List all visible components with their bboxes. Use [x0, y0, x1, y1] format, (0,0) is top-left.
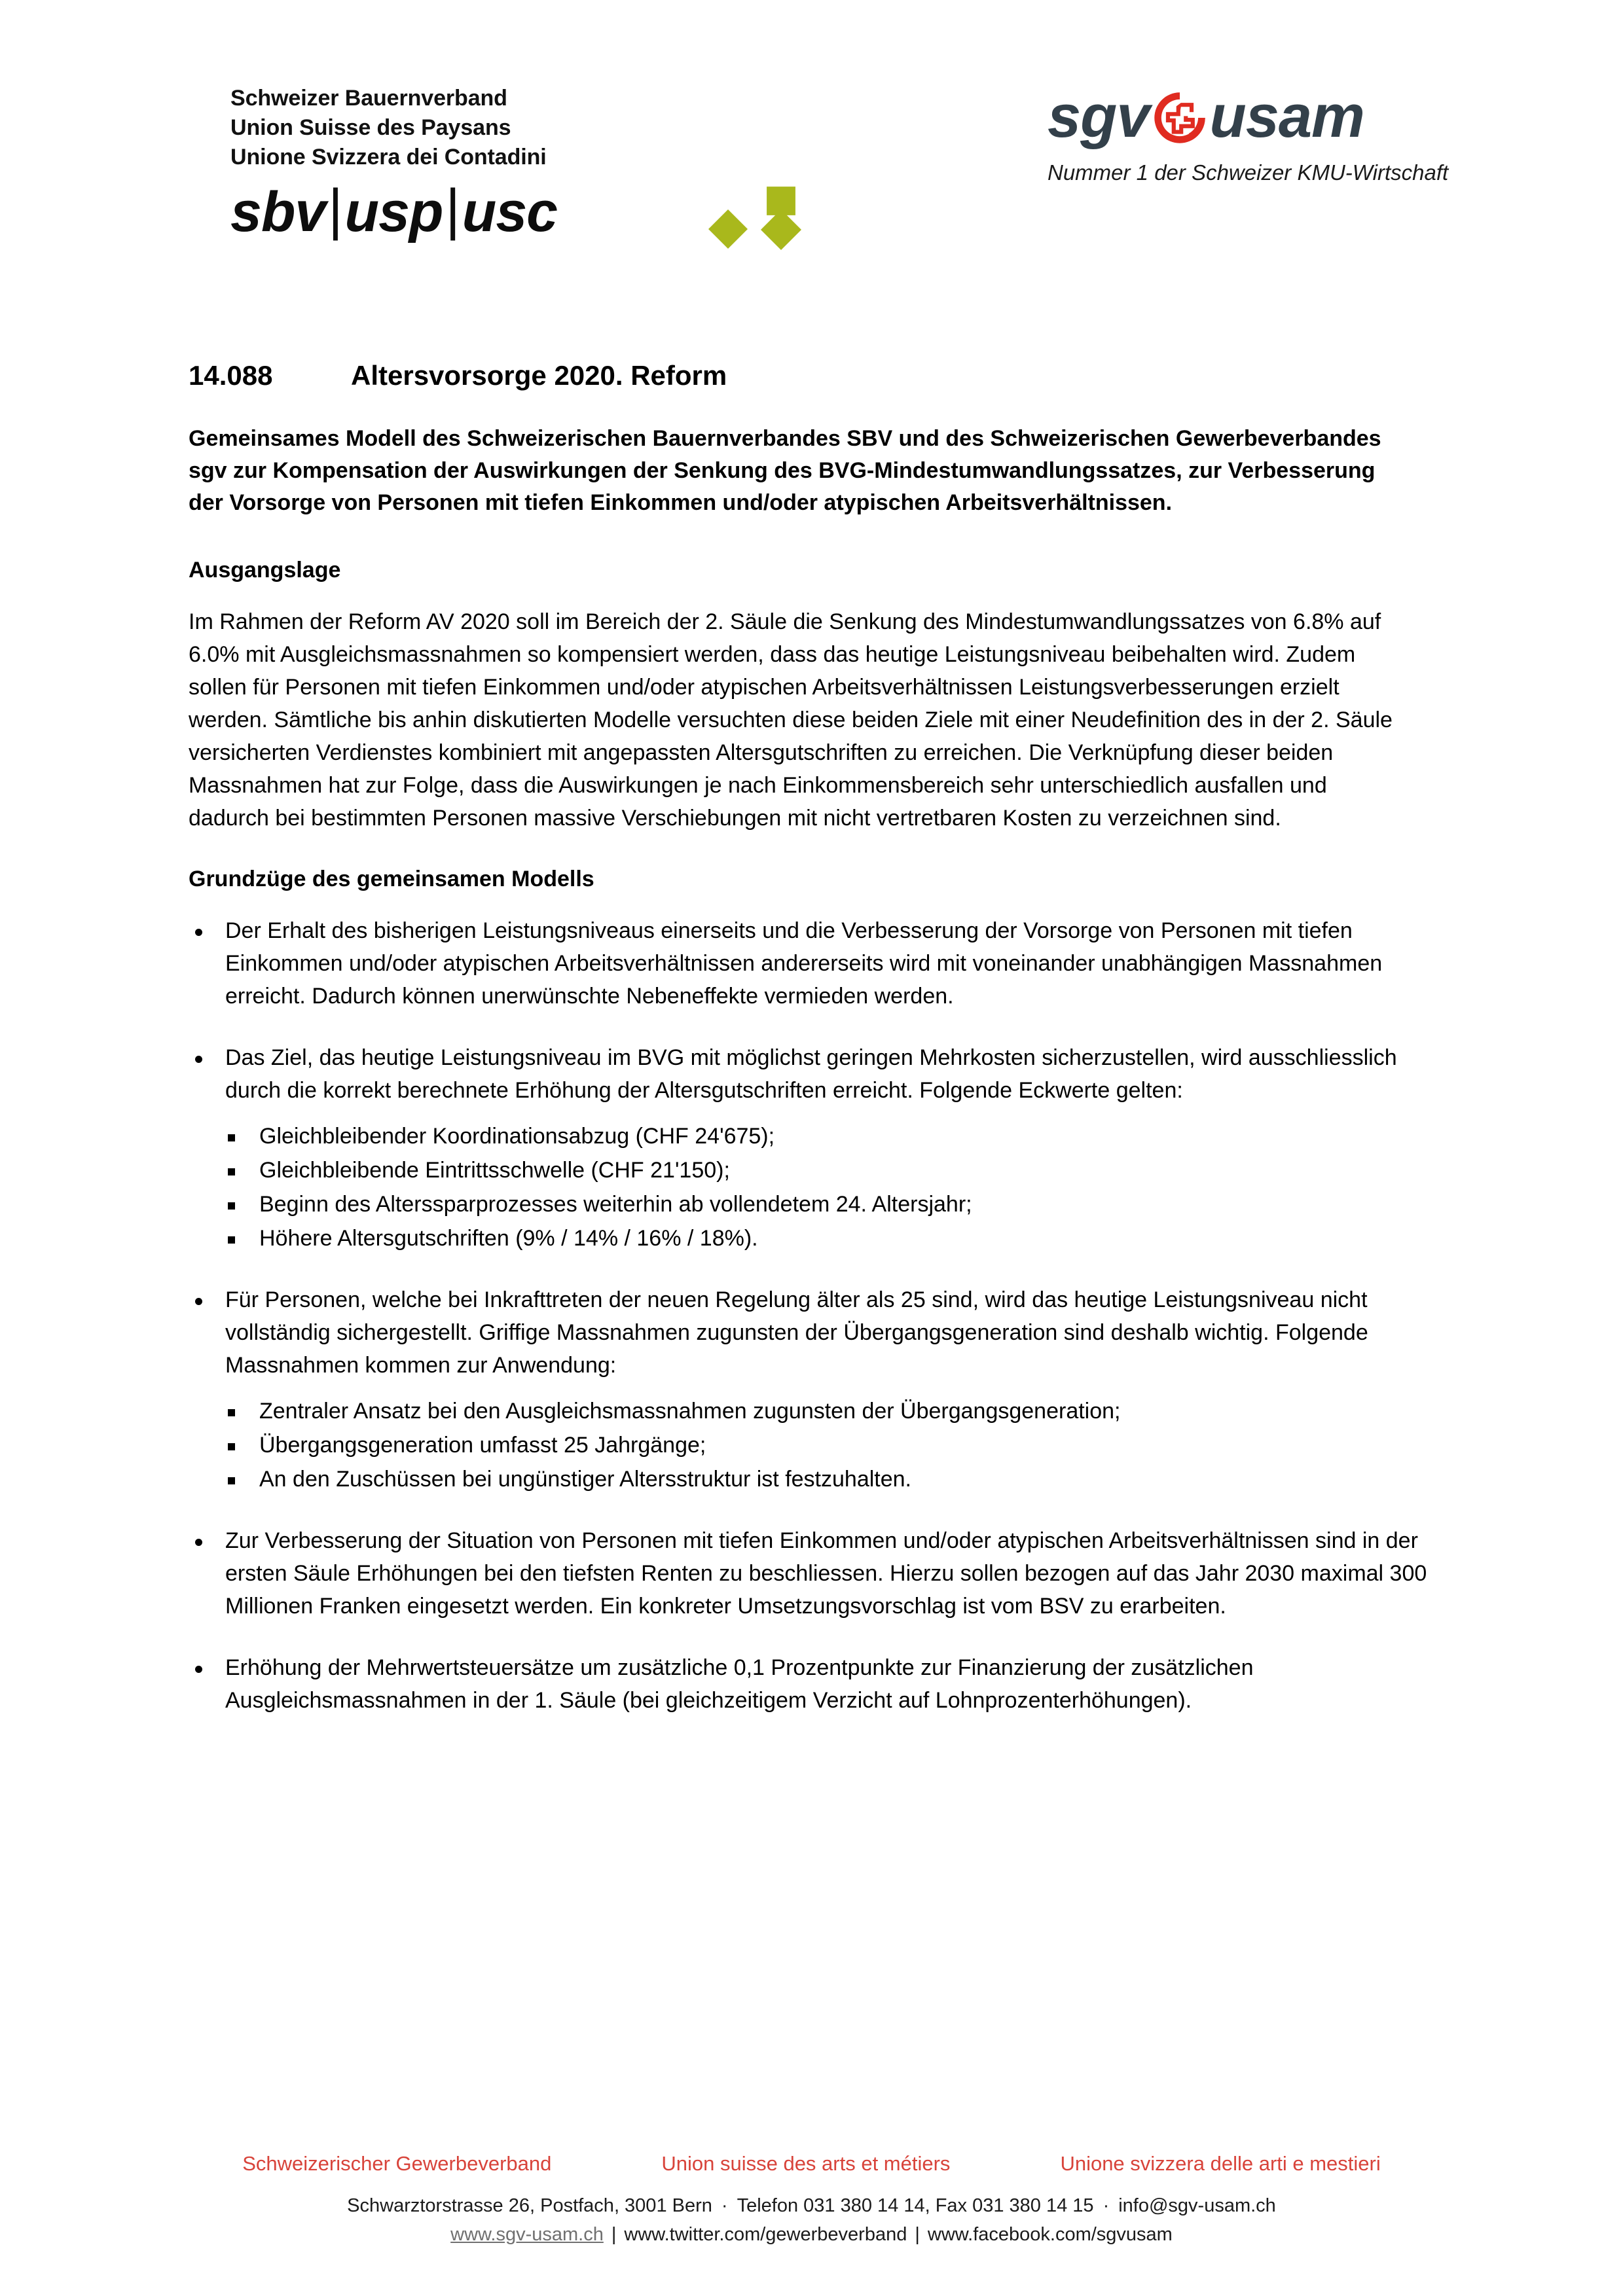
footer-link-separator-2: |: [915, 2224, 920, 2245]
sbv-logo: [230, 84, 597, 242]
footer-address: Schwarztorstrasse 26, Postfach, 3001 Bern: [347, 2195, 712, 2216]
sgv-usam-tagline: Nummer 1 der Schweizer KMU-Wirtschaft: [1048, 160, 1449, 185]
footer-organisation-names: [0, 2151, 1623, 2177]
sub-list-item: [225, 1188, 1432, 1221]
section-heading-ausgangslage: Ausgangslage: [189, 558, 341, 583]
footer-twitter-link[interactable]: www.twitter.com/gewerbeverband: [624, 2224, 907, 2245]
document-content: [189, 359, 1432, 1746]
sbv-wordmark-separator-1: |: [328, 178, 342, 241]
bullet-text: Zur Verbesserung der Situation von Personen mit tiefen Einkommen und/oder atypischen Arbeitsverhältnissen sind in der ersten Säule Erhöhungen bei den tiefsten Renten zu beschliessen. Hierzu sollen bezogen auf das Jahr 2030 maximal 300 Millionen Franken eingesetzt werden. Ein konkreter Umsetzungsvorschlag ist vom BSV zu erarbeiten.: [225, 1528, 1427, 1619]
footer-email[interactable]: info@sgv-usam.ch: [1118, 2195, 1276, 2216]
footer-org-fr: Union suisse des arts et métiers: [661, 2152, 951, 2175]
sbv-diamond-emblem-icon: [701, 178, 825, 250]
sbv-logo-line-de: Schweizer Bauernverband: [230, 86, 507, 111]
list-item: [189, 1041, 1432, 1255]
sbv-wordmark-usc: usc: [462, 181, 557, 243]
sbv-wordmark-usp: usp: [344, 181, 443, 243]
sub-list-item: [225, 1120, 1432, 1153]
sub-bullet-text: Höhere Altersgutschriften (9% / 14% / 16% / 18%).: [259, 1226, 758, 1251]
bullet-text: Der Erhalt des bisherigen Leistungsniveaus einerseits und die Verbesserung der Vorsorge von Personen mit tiefen Einkommen und/oder atypischen Arbeitsverhältnissen andererseits wird mit voneinander unabhängigen Massnahmen erreicht. Dadurch können unerwünschte Nebeneffekte vermieden werden.: [225, 918, 1383, 1009]
sub-bullet-text: Übergangsgeneration umfasst 25 Jahrgänge;: [259, 1433, 706, 1458]
diamond-left-icon: [708, 209, 748, 249]
list-item: [189, 1283, 1432, 1496]
sbv-wordmark-sbv: sbv: [230, 181, 326, 243]
section-heading-grundzuege: Grundzüge des gemeinsamen Modells: [189, 867, 594, 891]
page-header: [0, 0, 1623, 281]
footer-website-link[interactable]: www.sgv-usam.ch: [450, 2224, 604, 2245]
sub-bullet-text: Gleichbleibender Koordinationsabzug (CHF 24'675);: [259, 1124, 775, 1149]
sbv-wordmark: [230, 178, 597, 243]
grundzuege-bullet-list: [189, 914, 1432, 1717]
sub-list-item: [225, 1154, 1432, 1187]
eckwerte-sub-list: [225, 1120, 1432, 1255]
sub-list-item: [225, 1222, 1432, 1255]
sbv-logo-line-fr: Union Suisse des Paysans: [230, 115, 511, 140]
sub-bullet-text: Beginn des Alterssparprozesses weiterhin ab vollendetem 24. Altersjahr;: [259, 1192, 972, 1217]
sub-bullet-text: Gleichbleibende Eintrittsschwelle (CHF 21'150);: [259, 1158, 730, 1183]
sbv-wordmark-separator-2: |: [445, 178, 460, 241]
sub-bullet-text: An den Zuschüssen bei ungünstiger Altersstruktur ist festzuhalten.: [259, 1467, 911, 1492]
list-item: [189, 1651, 1432, 1717]
footer-facebook-link[interactable]: www.facebook.com/sgvusam: [927, 2224, 1173, 2245]
footer-contact-line: [0, 2191, 1623, 2220]
sgv-wordmark-left: sgv: [1048, 83, 1150, 150]
list-item: [189, 1524, 1432, 1623]
document-lead-paragraph: Gemeinsames Modell des Schweizerischen Bauernverbandes SBV und des Schweizerischen Gewerbeverbandes sgv zur Kompensation der Auswirkungen der Senkung des BVG-Mindestumwandlungssatzes, zur Verbesserung der Vorsorge von Personen mit tiefen Einkommen und/oder atypischen Arbeitsverhältnissen.: [189, 426, 1381, 515]
footer-org-it: Unione svizzera delle arti e mestieri: [1060, 2152, 1381, 2175]
sub-bullet-text: Zentraler Ansatz bei den Ausgleichsmassnahmen zugunsten der Übergangsgeneration;: [259, 1399, 1121, 1424]
list-item: [189, 914, 1432, 1013]
sub-list-item: [225, 1463, 1432, 1496]
diamond-right-icon: [761, 209, 801, 250]
bullet-text: Für Personen, welche bei Inkrafttreten der neuen Regelung älter als 25 sind, wird das heutige Leistungsniveau nicht vollständig sichergestellt. Griffige Massnahmen zugunsten der Übergangsgeneration sind deshalb wichtig. Folgende Massnahmen kommen zur Anwendung:: [225, 1287, 1368, 1378]
footer-separator-1: ·: [721, 2195, 728, 2216]
page-title: [189, 359, 1432, 393]
bullet-text: Das Ziel, das heutige Leistungsniveau im BVG mit möglichst geringen Mehrkosten sicherzustellen, wird ausschliesslich durch die korrekt berechnete Erhöhung der Altersgutschriften erreicht. Folgende Eckwerte gelten:: [225, 1045, 1397, 1103]
page-footer: [0, 2151, 1623, 2249]
footer-phone-fax: Telefon 031 380 14 14, Fax 031 380 14 15: [737, 2195, 1094, 2216]
section-paragraph-ausgangslage: Im Rahmen der Reform AV 2020 soll im Bereich der 2. Säule die Senkung des Mindestumwandlungssatzes von 6.8% auf 6.0% mit Ausgleichsmassnahmen so kompensiert werden, dass das heutige Leistungsniveau beibehalten wird. Zudem sollen für Personen mit tiefen Einkommen und/oder atypischen Arbeitsverhältnissen Leistungsverbesserungen erzielt werden. Sämtliche bis anhin diskutierten Modelle versuchten diese beiden Ziele mit einer Neudefinition des in der 2. Säule versicherten Verdienstes kombiniert mit angepassten Altersgutschriften zu erreichen. Die Verknüpfung dieser beiden Massnahmen hat zur Folge, dass die Auswirkungen je nach Einkommensbereich sehr unterschiedlich ausfallen und dadurch bei bestimmten Personen massive Verschiebungen mit nicht vertretbaren Kosten zu verzeichnen sind.: [189, 609, 1393, 831]
document-number: 14.088: [189, 360, 273, 391]
sbv-logo-subtitles: [230, 84, 597, 172]
bullet-text: Erhöhung der Mehrwertsteuersätze um zusätzliche 0,1 Prozentpunkte zur Finanzierung der zusätzlichen Ausgleichsmassnahmen in der 1. Säule (bei gleichzeitigem Verzicht auf Lohnprozenterhöhungen).: [225, 1655, 1254, 1713]
document-title-text: Altersvorsorge 2020. Reform: [351, 360, 727, 391]
sgv-usam-logo: [1048, 85, 1571, 186]
uebergangsgeneration-sub-list: [225, 1395, 1432, 1496]
sub-list-item: [225, 1429, 1432, 1462]
sgv-swiss-cross-emblem-icon: [1151, 89, 1209, 147]
sbv-logo-line-it: Unione Svizzera dei Contadini: [230, 145, 547, 170]
sgv-usam-wordmark: [1048, 85, 1571, 148]
footer-link-separator-1: |: [611, 2224, 617, 2245]
footer-links-line: [0, 2220, 1623, 2249]
footer-org-de: Schweizerischer Gewerbeverband: [242, 2152, 552, 2175]
footer-separator-2: ·: [1103, 2195, 1110, 2216]
sub-list-item: [225, 1395, 1432, 1427]
sgv-wordmark-right: usam: [1209, 83, 1364, 150]
